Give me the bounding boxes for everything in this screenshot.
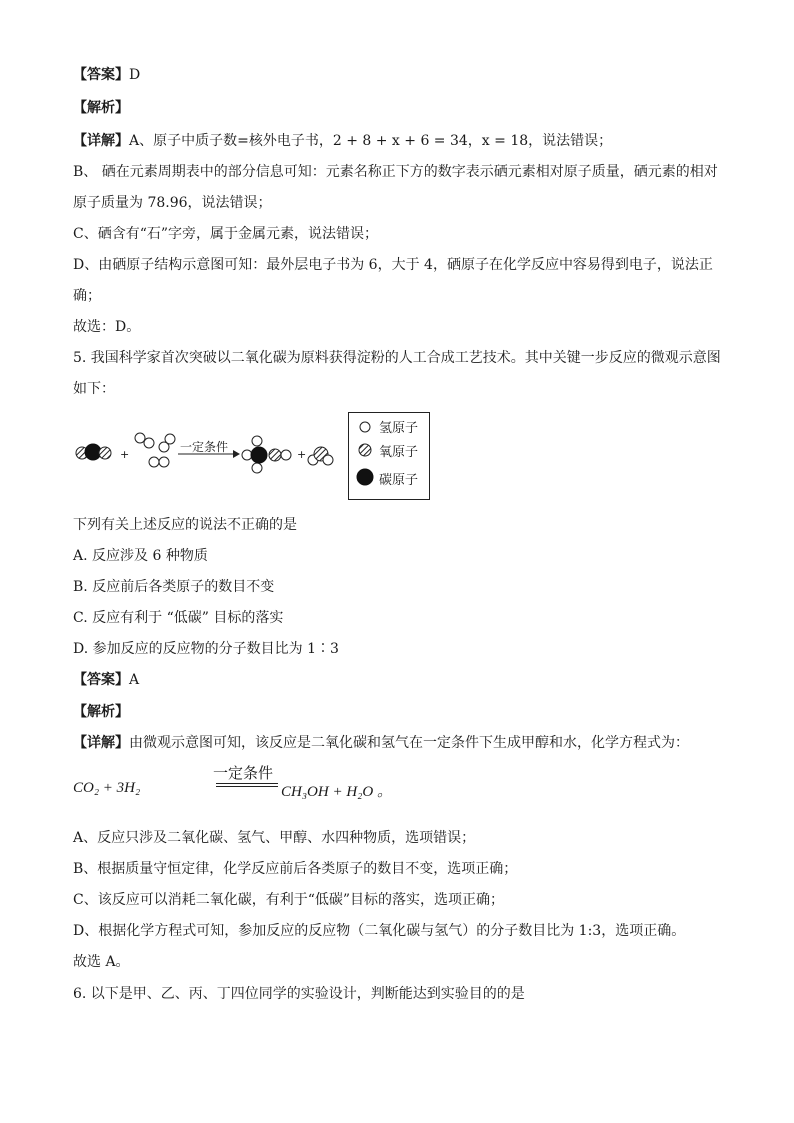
option-c: C. 反应有利于 “低碳” 目标的落实 bbox=[73, 610, 284, 626]
analysis-tag: 【解析】 bbox=[73, 100, 129, 116]
legend-hydrogen-symbol bbox=[360, 422, 370, 432]
detail-tag: 【详解】 bbox=[73, 133, 129, 149]
explanation-5b: B、根据质量守恒定律，化学反应前后各类原子的数目不变，选项正确； bbox=[73, 861, 518, 877]
analysis-heading-q5 bbox=[73, 703, 129, 721]
ch3oh-carbon-atom bbox=[251, 447, 267, 463]
question-5-line1: 5. 我国科学家首次突破以二氧化碳为原料获得淀粉的人工合成工艺技术。其中关键一步反应的微观示意图 bbox=[73, 350, 721, 366]
equation-products: CH₃OH + H₂O 。 bbox=[281, 784, 392, 800]
answer-tag: 【答案】 bbox=[73, 672, 129, 688]
answer-line-q5 bbox=[73, 671, 139, 689]
detail-text: A、原子中质子数=核外电子书，2 + 8 + x + 6 = 34，x = 18，说法错误； bbox=[129, 133, 613, 149]
plus-sign-1: + bbox=[120, 448, 130, 461]
answer-line-q4 bbox=[73, 66, 140, 84]
ch3oh-hydrogen-top bbox=[252, 436, 262, 446]
legend-carbon-symbol bbox=[357, 469, 373, 485]
answer-tag: 【答案】 bbox=[73, 67, 129, 83]
question-6: 6. 以下是甲、乙、丙、丁四位同学的实验设计，判断能达到实验目的的是 bbox=[73, 986, 525, 1002]
legend-carbon-label: 碳原子 bbox=[379, 473, 419, 488]
legend-hydrogen-label: 氢原子 bbox=[379, 421, 419, 436]
answer-value: A bbox=[129, 672, 140, 688]
co2-oxygen-atom-right bbox=[99, 447, 111, 459]
choice-summary-q5: 故选 A。 bbox=[73, 954, 130, 970]
option-d: D. 参加反应的反应物的分子数目比为 1∶3 bbox=[73, 641, 339, 657]
h2-atom-5 bbox=[149, 457, 159, 467]
equation-double-bar-top bbox=[216, 783, 278, 784]
ch3oh-hydrogen-bottom bbox=[252, 463, 262, 473]
detail-line-q5 bbox=[73, 734, 689, 752]
explanation-5d: D、根据化学方程式可知，参加反应的反应物（二氧化碳与氢气）的分子数目比为 1:3，选项正确。 bbox=[73, 923, 686, 939]
reaction-arrow-head bbox=[233, 450, 240, 458]
explanation-c: C、硒含有“石”字旁，属于金属元素，说法错误； bbox=[73, 226, 379, 242]
option-b: B. 反应前后各类原子的数目不变 bbox=[73, 579, 275, 595]
equation-reactants: CO₂ + 3H₂ bbox=[73, 780, 141, 796]
reaction-condition-label: 一定条件 bbox=[180, 440, 229, 454]
explanation-d-line2: 确； bbox=[73, 288, 101, 304]
h2o-hydrogen-right bbox=[323, 455, 333, 465]
legend-oxygen-symbol bbox=[359, 444, 371, 456]
legend-oxygen-label: 氧原子 bbox=[379, 445, 419, 460]
plus-sign-2: + bbox=[297, 448, 307, 461]
analysis-tag: 【解析】 bbox=[73, 704, 129, 720]
h2-atom-2 bbox=[144, 438, 154, 448]
ch3oh-hydrogen-right bbox=[281, 450, 291, 460]
option-a: A. 反应涉及 6 种物质 bbox=[73, 548, 208, 564]
ch3oh-oxygen-atom bbox=[269, 449, 281, 461]
explanation-5a: A、反应只涉及二氧化碳、氢气、甲醇、水四种物质，选项错误； bbox=[73, 830, 476, 846]
h2-atom-6 bbox=[159, 457, 169, 467]
h2-atom-4 bbox=[165, 434, 175, 444]
explanation-5c: C、该反应可以消耗二氧化碳，有利于“低碳”目标的落实，选项正确； bbox=[73, 892, 505, 908]
explanation-b-line2: 原子质量为 78.96，说法错误； bbox=[73, 195, 272, 211]
analysis-heading-q4 bbox=[73, 99, 129, 117]
choice-summary-q4: 故选：D。 bbox=[73, 319, 141, 335]
detail-text: 由微观示意图可知，该反应是二氧化碳和氢气在一定条件下生成甲醇和水，化学方程式为： bbox=[129, 735, 689, 751]
explanation-b-line1: B、 硒在元素周期表中的部分信息可知：元素名称正下方的数字表示硒元素相对原子质量，硒元素的相对 bbox=[73, 164, 718, 180]
answer-value: D bbox=[129, 67, 141, 83]
detail-line-q4 bbox=[73, 132, 612, 150]
atom-legend bbox=[348, 412, 430, 500]
question-5-line2: 如下： bbox=[73, 381, 115, 397]
chemical-equation bbox=[73, 764, 393, 804]
h2-atom-1 bbox=[135, 433, 145, 443]
question-5-stem: 下列有关上述反应的说法不正确的是 bbox=[73, 517, 297, 533]
legend-symbols bbox=[349, 413, 379, 499]
equation-double-bar-bottom bbox=[216, 786, 278, 787]
detail-tag: 【详解】 bbox=[73, 735, 129, 751]
equation-condition: 一定条件 bbox=[213, 764, 274, 782]
explanation-d-line1: D、由硒原子结构示意图可知：最外层电子书为 6，大于 4，硒原子在化学反应中容易得到电子，说法正 bbox=[73, 257, 713, 273]
